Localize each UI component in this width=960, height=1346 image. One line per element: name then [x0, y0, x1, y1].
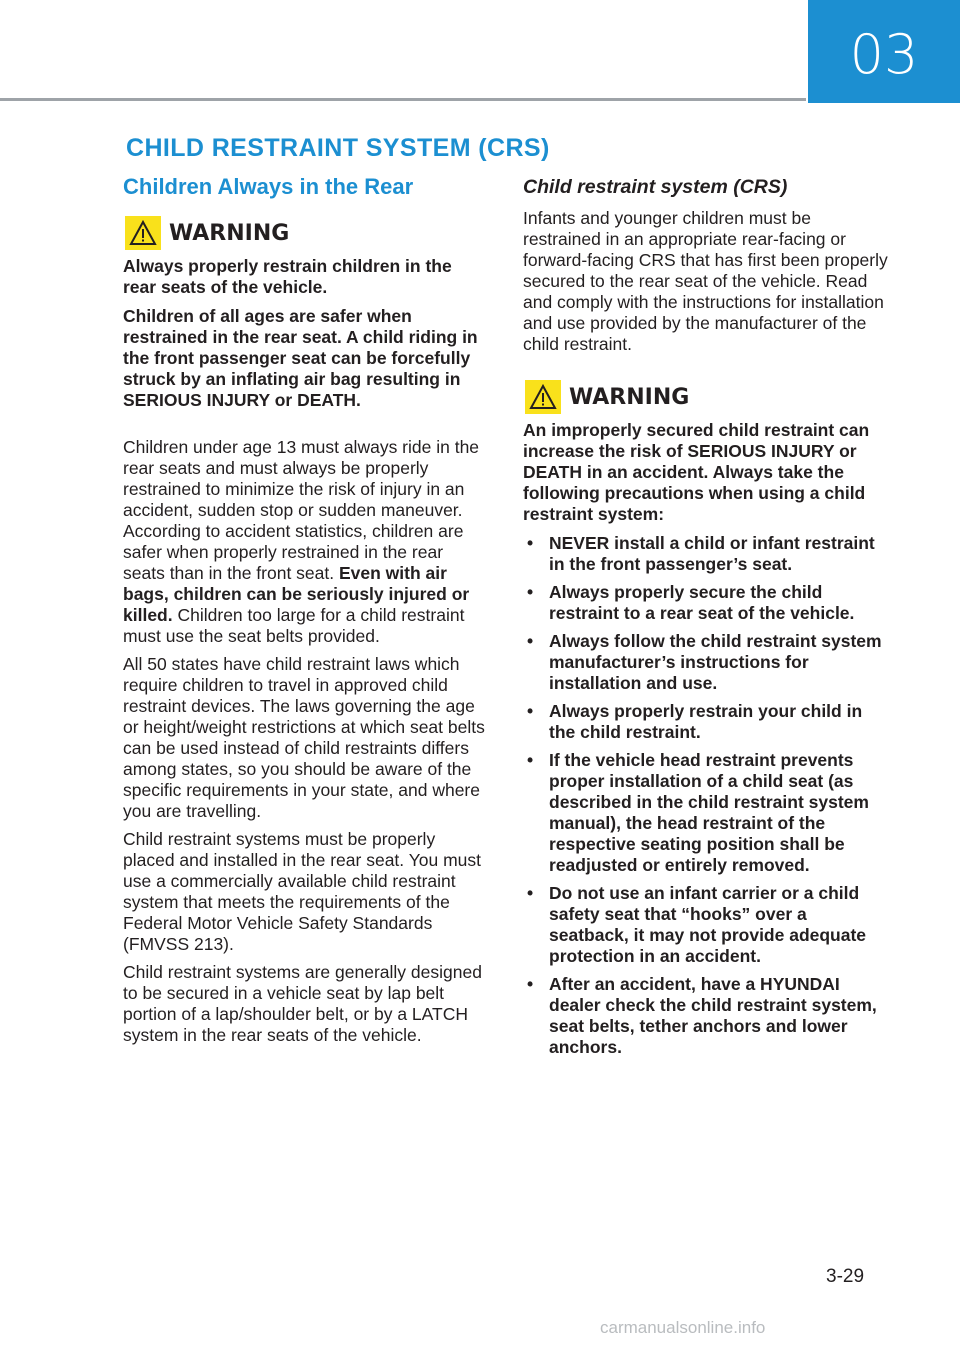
warning-triangle-icon [125, 216, 161, 250]
page-number: 3-29 [826, 1266, 865, 1287]
list-item: • NEVER install a child or infant restraint in the front passenger’s seat. [523, 533, 889, 575]
warning-header [125, 216, 485, 250]
chapter-number: 03 [849, 23, 919, 86]
list-item: • Always properly secure the child restraint to a rear seat of the vehicle. [523, 582, 889, 624]
body-paragraph: Child restraint systems must be properly placed and installed in the rear seat. You must use a commercially available child restraint system that meets the requirements of the Federal Motor Vehicle Safety Standards (FMVSS 213). [123, 829, 482, 954]
warning-list [523, 533, 889, 1058]
warning-header [525, 380, 889, 414]
list-item: • If the vehicle head restraint prevents proper installation of a child seat (as described in the child restraint system manual), the head restraint of the respective seating position shall be readjusted or entirely removed. [523, 750, 889, 876]
list-item: • Do not use an infant carrier or a child safety seat that “hooks” over a seatback, it may not provide adequate protection in an accident. [523, 883, 889, 967]
body-paragraph: Child restraint systems are generally designed to be secured in a vehicle seat by lap belt portion of a lap/shoulder belt, or by a LATCH system in the rear seats of the vehicle. [123, 962, 482, 1045]
body-paragraph: All 50 states have child restraint laws which require children to travel in approved child restraint devices. The laws governing the age or height/weight restrictions at which seat belts can be used instead of child restraints differs among states, so you should be aware of the specific requirements in your state, and where you are travelling. [123, 654, 485, 821]
chapter-tab [808, 0, 960, 103]
right-column [523, 172, 889, 1065]
left-column [123, 172, 485, 1053]
body-paragraph [123, 437, 485, 647]
right-subheading: Child restraint system (CRS) [523, 176, 788, 198]
warning-text: An improperly secured child restraint can increase the risk of SERIOUS INJURY or DEATH in an accident. Always take the following precautions when using a child restraint system: [523, 420, 870, 524]
warning-box-right [523, 380, 889, 1058]
header-rule [0, 98, 806, 101]
list-item: • After an accident, have a HYUNDAI dealer check the child restraint system, seat belts, tether anchors and lower anchors. [523, 974, 889, 1058]
warning-title: WARNING [169, 220, 290, 246]
watermark: carmanualsonline.info [600, 1318, 766, 1337]
body-bold-text: Even with air bags, children can be seriously injured or killed. [123, 563, 470, 625]
left-subheading: Children Always in the Rear [123, 174, 414, 199]
warning-box-left [123, 216, 485, 411]
warning-title: WARNING [569, 384, 690, 410]
body-paragraph: Infants and younger children must be restrained in an appropriate rear-facing or forward-facing CRS that has first been properly secured to the rear seat of the vehicle. Read and comply with the instructions for installation and use provided by the manufacturer of the child restraint. [523, 208, 888, 354]
warning-text: Always properly restrain children in the rear seats of the vehicle. [123, 256, 452, 297]
warning-triangle-icon [525, 380, 561, 414]
body-text: Children too large for a child restraint must use the seat belts provided. [123, 605, 465, 646]
list-item: • Always properly restrain your child in the child restraint. [523, 701, 889, 743]
list-item: • Always follow the child restraint system manufacturer’s instructions for installation and use. [523, 631, 889, 694]
body-text: Children under age 13 must always ride in the rear seats and must always be properly restrained to minimize the risk of injury in an accident, sudden stop or sudden maneuver. According to accident statistics, children are safer when properly restrained in the rear seats than in the front seat. [123, 437, 480, 583]
warning-text: Children of all ages are safer when restrained in the rear seat. A child riding in the front passenger seat can be forcefully struck by an inflating air bag resulting in SERIOUS INJURY or DEATH. [123, 306, 478, 410]
section-title: CHILD RESTRAINT SYSTEM (CRS) [126, 134, 550, 162]
